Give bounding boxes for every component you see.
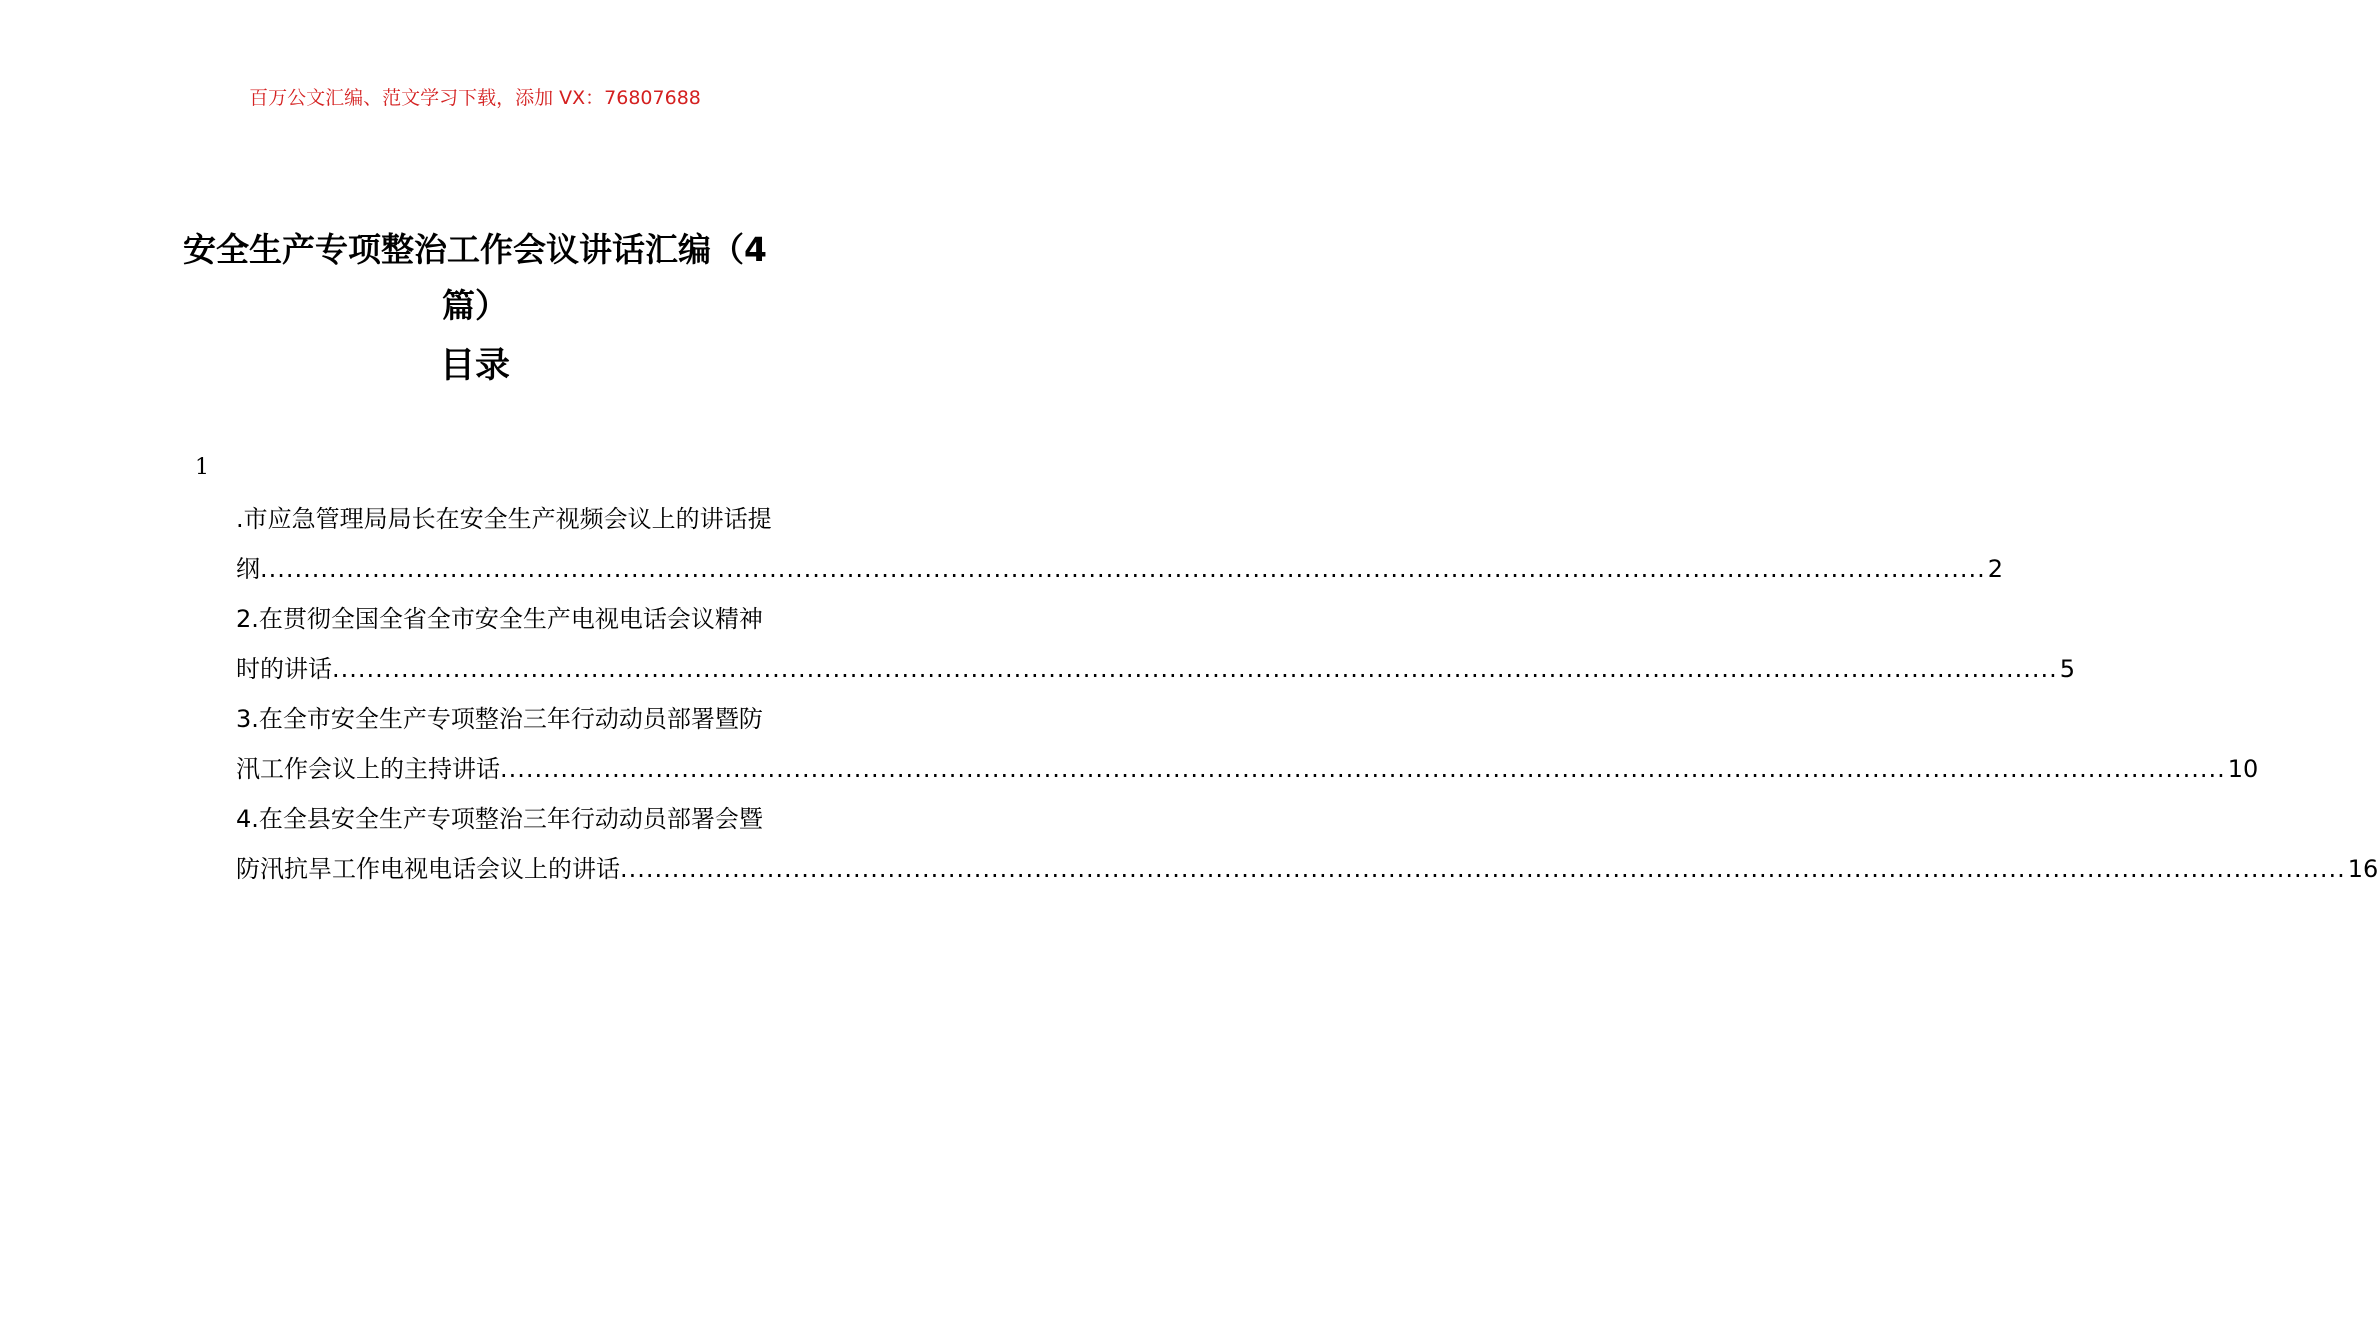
toc-entry-2-title-line2: 时的讲话 [236, 655, 332, 683]
toc-entry-1-title-line1: .市应急管理局局长在安全生产视频会议上的讲话提 [236, 505, 772, 533]
toc-entry-4-title-line1: 4.在全县安全生产专项整治三年行动动员部署会暨 [236, 805, 763, 833]
toc-entry-1-number: 1 [195, 455, 209, 480]
table-of-contents [236, 494, 2378, 894]
toc-entry-2-title-line1: 2.在贯彻全国全省全市安全生产电视电话会议精神 [236, 605, 763, 633]
toc-entry-2-line2 [236, 644, 2076, 694]
toc-entry-2-page: 5 [2059, 655, 2076, 683]
toc-entry-3-line2 [236, 744, 2259, 794]
toc-entry-1-page: 2 [1987, 555, 2004, 583]
toc-entry-4-title-line2: 防汛抗旱工作电视电话会议上的讲话 [236, 855, 620, 883]
toc-heading: 目录 [439, 346, 510, 386]
toc-entry-1[interactable] [236, 494, 2004, 594]
toc-entry-2[interactable] [236, 594, 2076, 694]
toc-entry-4[interactable] [236, 794, 2378, 894]
toc-leader-dots: ........................................................................................................................................................................................................ [260, 555, 1986, 583]
toc-leader-dots: ........................................................................................................................................................................................................ [620, 855, 2346, 883]
document-title: 安全生产专项整治工作会议讲话汇编（4篇） [183, 230, 767, 325]
toc-entry-3[interactable] [236, 694, 2259, 794]
toc-entry-3-title-line1: 3.在全市安全生产专项整治三年行动动员部署暨防 [236, 705, 763, 733]
toc-entry-4-line2 [236, 844, 2378, 894]
toc-leader-dots: ........................................................................................................................................................................................................ [332, 655, 2058, 683]
toc-entry-1-title-line2: 纲 [236, 555, 260, 583]
toc-entry-4-page: 16 [2347, 855, 2378, 883]
toc-entry-3-page: 10 [2227, 755, 2259, 783]
toc-entry-1-line2 [236, 544, 2004, 594]
header-note: 百万公文汇编、范文学习下载，添加 VX：76807688 [249, 87, 701, 109]
toc-entry-3-title-line2: 汛工作会议上的主持讲话 [236, 755, 500, 783]
toc-leader-dots: ........................................................................................................................................................................................................ [500, 755, 2226, 783]
